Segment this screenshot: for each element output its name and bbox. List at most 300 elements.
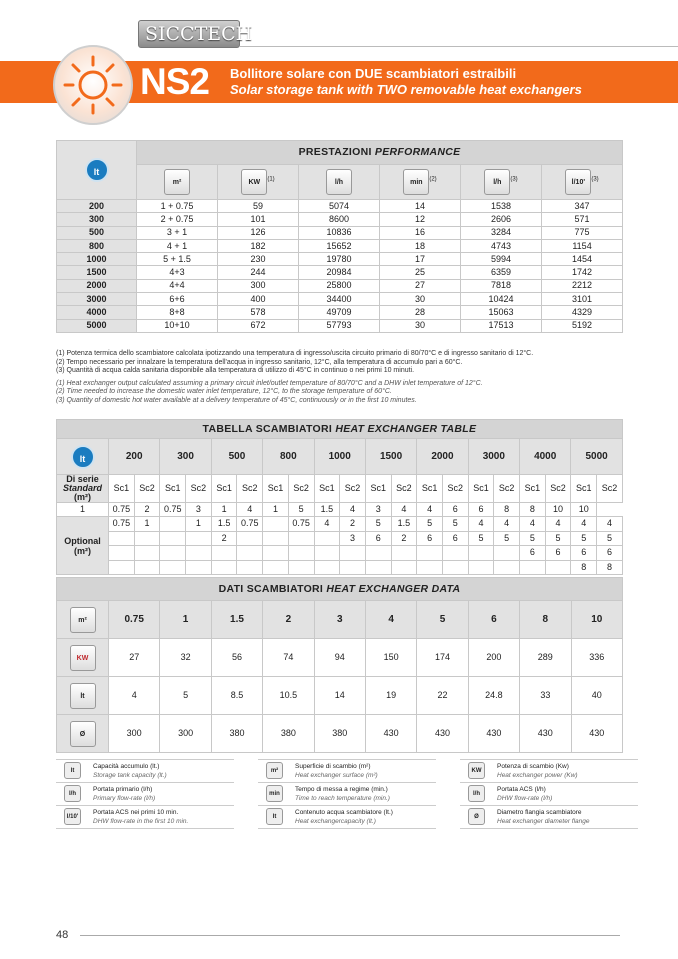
performance-col-header bbox=[137, 165, 218, 200]
row-icon-cell bbox=[57, 677, 109, 715]
value-cell: 57793 bbox=[299, 319, 380, 332]
capacity-header bbox=[57, 141, 137, 200]
optional-cell bbox=[365, 546, 391, 561]
legend-text-en: Heat exchanger surface (m²) bbox=[295, 772, 378, 779]
optional-cell bbox=[109, 546, 135, 561]
table-row bbox=[57, 226, 623, 239]
value-cell: 10 bbox=[571, 601, 623, 639]
legend-icon: lt bbox=[64, 762, 81, 779]
optional-cell bbox=[237, 531, 263, 546]
legend-divider bbox=[460, 759, 638, 760]
legend-text-it: Diametro flangia scambiatore bbox=[497, 809, 582, 816]
value-cell: 430 bbox=[468, 715, 519, 753]
capacity-cell: 800 bbox=[57, 239, 137, 252]
value-cell: 12 bbox=[380, 213, 461, 226]
legend-text-en: Heat exchangercapacity (lt.) bbox=[295, 818, 376, 825]
sc2-header: Sc2 bbox=[545, 475, 571, 503]
series-cell: 4 bbox=[237, 503, 263, 517]
legend-item bbox=[56, 760, 246, 782]
performance-col-header bbox=[218, 165, 299, 200]
value-cell: 16 bbox=[380, 226, 461, 239]
sc2-header: Sc2 bbox=[340, 475, 366, 503]
optional-cell: 2 bbox=[391, 531, 417, 546]
legend-icon: m² bbox=[266, 762, 283, 779]
title-italian: Bollitore solare con DUE scambiatori estraibili bbox=[230, 66, 517, 81]
series-cell: 8 bbox=[494, 503, 520, 517]
optional-cell: 6 bbox=[442, 531, 468, 546]
value-cell: 300 bbox=[218, 279, 299, 292]
value-cell: 33 bbox=[520, 677, 571, 715]
value-cell: 300 bbox=[160, 715, 211, 753]
value-cell: 17 bbox=[380, 253, 461, 266]
value-cell: 8.5 bbox=[211, 677, 262, 715]
row-icon-cell bbox=[57, 639, 109, 677]
performance-col-header bbox=[380, 165, 461, 200]
value-cell: 18 bbox=[380, 239, 461, 252]
optional-cell bbox=[442, 546, 468, 561]
optional-cell bbox=[186, 560, 212, 575]
legend-item bbox=[460, 806, 650, 828]
value-cell: 5 + 1.5 bbox=[137, 253, 218, 266]
optional-cell bbox=[314, 531, 340, 546]
row-icon-cell bbox=[57, 715, 109, 753]
table-row bbox=[57, 279, 623, 292]
sc2-header: Sc2 bbox=[442, 475, 468, 503]
value-cell: 30 bbox=[380, 319, 461, 332]
optional-cell: 1.5 bbox=[211, 517, 237, 532]
footnotes bbox=[56, 350, 626, 406]
value-cell: 174 bbox=[417, 639, 468, 677]
legend-text-it: Portata ACS nei primi 10 min. bbox=[93, 809, 179, 816]
capacity-column-header: 2000 bbox=[417, 439, 468, 475]
exchanger-data-title bbox=[57, 578, 623, 601]
legend-divider bbox=[460, 782, 638, 783]
value-cell: 775 bbox=[542, 226, 623, 239]
sc1-header: Sc1 bbox=[160, 475, 186, 503]
value-cell: 10836 bbox=[299, 226, 380, 239]
optional-cell bbox=[160, 517, 186, 532]
optional-unit: (m²) bbox=[74, 545, 91, 556]
optional-cell bbox=[263, 517, 289, 532]
legend-text-en: DHW flow-rate in the first 10 min. bbox=[93, 818, 189, 825]
value-cell: 14 bbox=[314, 677, 365, 715]
optional-cell: 0.75 bbox=[109, 517, 135, 532]
value-cell: 1.5 bbox=[211, 601, 262, 639]
value-cell: 672 bbox=[218, 319, 299, 332]
value-cell: 19780 bbox=[299, 253, 380, 266]
value-cell: 6 bbox=[468, 601, 519, 639]
legend-icon: l/10' bbox=[64, 808, 81, 825]
optional-cell bbox=[288, 546, 314, 561]
capacity-cell: 500 bbox=[57, 226, 137, 239]
legend-text-it: Contenuto acqua scambiatore (lt.) bbox=[295, 809, 393, 816]
sc2-header: Sc2 bbox=[288, 475, 314, 503]
value-cell: 430 bbox=[365, 715, 416, 753]
series-cell: 4 bbox=[417, 503, 443, 517]
capacity-cell: 1000 bbox=[57, 253, 137, 266]
value-cell: 2 + 0.75 bbox=[137, 213, 218, 226]
header-rule bbox=[240, 46, 678, 47]
legend-divider bbox=[56, 782, 234, 783]
performance-col-header bbox=[299, 165, 380, 200]
capacity-column-header: 1500 bbox=[365, 439, 416, 475]
exchanger-data-title-it: DATI SCAMBIATORI bbox=[218, 582, 324, 595]
sc2-header: Sc2 bbox=[186, 475, 212, 503]
optional-cell bbox=[545, 560, 571, 575]
table-row bbox=[57, 239, 623, 252]
performance-col-header bbox=[461, 165, 542, 200]
value-cell: 101 bbox=[218, 213, 299, 226]
value-cell: 6359 bbox=[461, 266, 542, 279]
value-cell: 74 bbox=[263, 639, 314, 677]
capacity-column-header: 200 bbox=[109, 439, 160, 475]
value-cell: 4+4 bbox=[137, 279, 218, 292]
optional-cell: 6 bbox=[597, 546, 623, 561]
capacity-cell: 300 bbox=[57, 213, 137, 226]
capacity-column-header: 800 bbox=[263, 439, 314, 475]
optional-cell: 1.5 bbox=[391, 517, 417, 532]
series-cell: 8 bbox=[520, 503, 546, 517]
series-cell: 1 bbox=[263, 503, 289, 517]
capacity-column-header: 5000 bbox=[571, 439, 622, 475]
legend-item bbox=[258, 760, 448, 782]
legend-item bbox=[258, 783, 448, 805]
legend-icon: min bbox=[266, 785, 283, 802]
optional-cell: 2 bbox=[211, 531, 237, 546]
value-cell: 19 bbox=[365, 677, 416, 715]
dhw-flow-icon: l/h bbox=[484, 169, 510, 195]
legend-text-en: Primary flow-rate (l/h) bbox=[93, 795, 156, 802]
capacity-column-header: 1000 bbox=[314, 439, 365, 475]
optional-cell bbox=[211, 560, 237, 575]
capacity-cell: 5000 bbox=[57, 319, 137, 332]
value-cell: 5 bbox=[417, 601, 468, 639]
legend-icon: Ø bbox=[468, 808, 485, 825]
table-row bbox=[57, 560, 623, 575]
optional-cell bbox=[109, 560, 135, 575]
optional-cell: 4 bbox=[571, 517, 597, 532]
capacity-header bbox=[57, 439, 109, 475]
series-cell: 6 bbox=[442, 503, 468, 517]
legend-text-it: Potenza di scambio (Kw) bbox=[497, 763, 569, 770]
optional-cell bbox=[211, 546, 237, 561]
sc1-header: Sc1 bbox=[417, 475, 443, 503]
series-label-it: Di serie bbox=[66, 474, 99, 484]
optional-cell bbox=[134, 560, 160, 575]
series-cell: 4 bbox=[340, 503, 366, 517]
model-name: NS2 bbox=[140, 61, 209, 102]
legend-item bbox=[258, 806, 448, 828]
value-cell: 25800 bbox=[299, 279, 380, 292]
title-english: Solar storage tank with TWO removable heat exchangers bbox=[230, 82, 582, 97]
sun-emblem-icon bbox=[53, 45, 133, 125]
value-cell: 289 bbox=[520, 639, 571, 677]
capacity-column-header: 3000 bbox=[468, 439, 519, 475]
legend-text-it: Capacità accumulo (lt.) bbox=[93, 763, 160, 770]
optional-cell: 6 bbox=[365, 531, 391, 546]
optional-cell bbox=[340, 546, 366, 561]
value-cell: 10+10 bbox=[137, 319, 218, 332]
optional-cell: 0.75 bbox=[288, 517, 314, 532]
optional-cell bbox=[391, 560, 417, 575]
table-row bbox=[57, 253, 623, 266]
legend-divider bbox=[460, 805, 638, 806]
value-cell: 17513 bbox=[461, 319, 542, 332]
sc2-header: Sc2 bbox=[597, 475, 623, 503]
legend-item bbox=[56, 806, 246, 828]
exchanger-table-title-en: HEAT EXCHANGER TABLE bbox=[335, 422, 477, 435]
value-cell: 300 bbox=[109, 715, 160, 753]
optional-cell bbox=[160, 531, 186, 546]
value-cell: 4743 bbox=[461, 239, 542, 252]
value-cell: 578 bbox=[218, 306, 299, 319]
value-cell: 40 bbox=[571, 677, 623, 715]
value-cell: 24.8 bbox=[468, 677, 519, 715]
optional-cell: 5 bbox=[365, 517, 391, 532]
series-cell: 1 bbox=[211, 503, 237, 517]
legend-icon: KW bbox=[468, 762, 485, 779]
legend-divider bbox=[258, 828, 436, 829]
series-cell: 10 bbox=[571, 503, 597, 517]
value-cell: 336 bbox=[571, 639, 623, 677]
value-cell: 380 bbox=[263, 715, 314, 753]
table-row bbox=[57, 293, 623, 306]
footer-rule bbox=[80, 935, 620, 936]
legend-text-en: Heat exchanger power (Kw) bbox=[497, 772, 578, 779]
optional-cell: 1 bbox=[186, 517, 212, 532]
table-row bbox=[57, 677, 623, 715]
capacity-cell: 2000 bbox=[57, 279, 137, 292]
exchanger-table-title-it: TABELLA SCAMBIATORI bbox=[202, 422, 333, 435]
footnote-en: (3) Quantity of domestic hot water available at a delivery temperature of 45°C, continuously or in the first 10 minutes. bbox=[56, 396, 417, 404]
value-cell: 56 bbox=[211, 639, 262, 677]
surface-icon: m² bbox=[164, 169, 190, 195]
value-cell: 0.75 bbox=[109, 601, 160, 639]
capacity-icon: lt bbox=[70, 683, 96, 709]
optional-cell bbox=[134, 531, 160, 546]
optional-cell: 8 bbox=[597, 560, 623, 575]
optional-cell: 6 bbox=[417, 531, 443, 546]
optional-cell: 4 bbox=[520, 517, 546, 532]
optional-cell: 5 bbox=[545, 531, 571, 546]
series-cell: 0.75 bbox=[109, 503, 135, 517]
flange-diameter-icon: Ø bbox=[70, 721, 96, 747]
value-cell: 200 bbox=[468, 639, 519, 677]
value-cell: 49709 bbox=[299, 306, 380, 319]
value-cell: 126 bbox=[218, 226, 299, 239]
optional-cell: 6 bbox=[520, 546, 546, 561]
value-cell: 380 bbox=[314, 715, 365, 753]
legend-text-en: Heat exchanger diameter flange bbox=[497, 818, 590, 825]
power-icon: KW bbox=[70, 645, 96, 671]
optional-cell bbox=[263, 546, 289, 561]
value-cell: 8600 bbox=[299, 213, 380, 226]
legend-text-en: Storage tank capacity (lt.) bbox=[93, 772, 167, 779]
series-cell: 3 bbox=[186, 503, 212, 517]
legend-item bbox=[56, 783, 246, 805]
dhw-10min-icon: l/10' bbox=[565, 169, 591, 195]
legend-text-it: Portata primario (l/h) bbox=[93, 786, 153, 793]
value-cell: 59 bbox=[218, 200, 299, 213]
sc2-header: Sc2 bbox=[391, 475, 417, 503]
value-cell: 5994 bbox=[461, 253, 542, 266]
capacity-icon: lt bbox=[85, 158, 109, 182]
optional-cell bbox=[263, 560, 289, 575]
optional-cell bbox=[237, 546, 263, 561]
power-icon: KW bbox=[241, 169, 267, 195]
capacity-icon: lt bbox=[71, 445, 95, 469]
value-cell: 25 bbox=[380, 266, 461, 279]
legend-text-it: Portata ACS (l/h) bbox=[497, 786, 546, 793]
value-cell: 2606 bbox=[461, 213, 542, 226]
value-cell: 1154 bbox=[542, 239, 623, 252]
optional-cell: 4 bbox=[545, 517, 571, 532]
value-cell: 6+6 bbox=[137, 293, 218, 306]
sc1-header: Sc1 bbox=[314, 475, 340, 503]
value-cell: 3101 bbox=[542, 293, 623, 306]
series-label bbox=[57, 475, 109, 503]
legend-item bbox=[460, 760, 650, 782]
table-row bbox=[57, 306, 623, 319]
footnote-marker: (3) bbox=[510, 176, 518, 183]
optional-cell bbox=[417, 560, 443, 575]
optional-cell bbox=[468, 546, 494, 561]
legend-text-it: Tempo di messa a regime (min.) bbox=[295, 786, 388, 793]
page-number: 48 bbox=[56, 929, 69, 941]
value-cell: 4 bbox=[365, 601, 416, 639]
time-icon: min bbox=[403, 169, 429, 195]
capacity-cell: 1500 bbox=[57, 266, 137, 279]
legend-icon: l/h bbox=[468, 785, 485, 802]
legend-icon: lt bbox=[266, 808, 283, 825]
footnote-marker: (2) bbox=[429, 176, 437, 183]
value-cell: 3 + 1 bbox=[137, 226, 218, 239]
series-cell: 5 bbox=[288, 503, 314, 517]
series-cell: 3 bbox=[365, 503, 391, 517]
optional-cell: 6 bbox=[571, 546, 597, 561]
value-cell: 430 bbox=[520, 715, 571, 753]
value-cell: 400 bbox=[218, 293, 299, 306]
performance-title bbox=[137, 141, 623, 165]
optional-cell bbox=[442, 560, 468, 575]
optional-cell bbox=[494, 560, 520, 575]
value-cell: 2212 bbox=[542, 279, 623, 292]
legend-text-en: Time to reach temperature (min.) bbox=[295, 795, 390, 802]
value-cell: 27 bbox=[380, 279, 461, 292]
value-cell: 15063 bbox=[461, 306, 542, 319]
legend-text-en: DHW flow-rate (l/h) bbox=[497, 795, 553, 802]
value-cell: 230 bbox=[218, 253, 299, 266]
optional-cell: 4 bbox=[314, 517, 340, 532]
value-cell: 4+3 bbox=[137, 266, 218, 279]
optional-cell bbox=[365, 560, 391, 575]
performance-table bbox=[56, 140, 623, 333]
exchanger-data-title-en: HEAT EXCHANGER DATA bbox=[326, 582, 461, 595]
value-cell: 1742 bbox=[542, 266, 623, 279]
value-cell: 182 bbox=[218, 239, 299, 252]
value-cell: 7818 bbox=[461, 279, 542, 292]
series-label-en: Standard bbox=[62, 483, 102, 493]
footnote-en: (1) Heat exchanger output calculated assuming a primary circuit inlet/outlet temperature of 80/70°C and a DHW inlet temperature of 12°C. bbox=[56, 379, 483, 387]
capacity-column-header: 300 bbox=[160, 439, 211, 475]
optional-cell: 8 bbox=[571, 560, 597, 575]
value-cell: 347 bbox=[542, 200, 623, 213]
capacity-cell: 4000 bbox=[57, 306, 137, 319]
exchanger-table-title bbox=[57, 420, 623, 439]
value-cell: 27 bbox=[109, 639, 160, 677]
legend-item bbox=[460, 783, 650, 805]
value-cell: 20984 bbox=[299, 266, 380, 279]
optional-cell bbox=[186, 546, 212, 561]
optional-cell bbox=[468, 560, 494, 575]
series-cell: 6 bbox=[468, 503, 494, 517]
optional-cell: 5 bbox=[597, 531, 623, 546]
optional-cell bbox=[340, 560, 366, 575]
value-cell: 22 bbox=[417, 677, 468, 715]
value-cell: 10424 bbox=[461, 293, 542, 306]
legend-divider bbox=[460, 828, 638, 829]
optional-cell bbox=[494, 546, 520, 561]
footnote-marker: (3) bbox=[591, 176, 599, 183]
capacity-cell: 200 bbox=[57, 200, 137, 213]
optional-cell: 5 bbox=[520, 531, 546, 546]
table-row bbox=[57, 503, 623, 517]
value-cell: 1538 bbox=[461, 200, 542, 213]
optional-cell bbox=[186, 531, 212, 546]
legend-divider bbox=[258, 805, 436, 806]
value-cell: 94 bbox=[314, 639, 365, 677]
series-cell: 2 bbox=[134, 503, 160, 517]
value-cell: 430 bbox=[571, 715, 623, 753]
optional-cell bbox=[109, 531, 135, 546]
brand-logo: SICCTECH bbox=[138, 20, 240, 48]
value-cell: 15652 bbox=[299, 239, 380, 252]
surface-icon: m² bbox=[70, 607, 96, 633]
optional-cell bbox=[391, 546, 417, 561]
optional-cell: 2 bbox=[340, 517, 366, 532]
optional-cell: 4 bbox=[494, 517, 520, 532]
sc2-header: Sc2 bbox=[134, 475, 160, 503]
optional-cell: 5 bbox=[571, 531, 597, 546]
optional-cell bbox=[314, 546, 340, 561]
table-row bbox=[57, 639, 623, 677]
optional-cell bbox=[288, 531, 314, 546]
table-row bbox=[57, 715, 623, 753]
capacity-column-header: 500 bbox=[211, 439, 262, 475]
performance-title-en: PERFORMANCE bbox=[374, 146, 461, 159]
sc1-header: Sc1 bbox=[468, 475, 494, 503]
optional-cell: 5 bbox=[417, 517, 443, 532]
primary-flow-icon: l/h bbox=[326, 169, 352, 195]
exchanger-table bbox=[56, 419, 623, 575]
value-cell: 1454 bbox=[542, 253, 623, 266]
value-cell: 3 bbox=[314, 601, 365, 639]
value-cell: 430 bbox=[417, 715, 468, 753]
series-unit: (m²) bbox=[74, 492, 91, 502]
legend-divider bbox=[56, 805, 234, 806]
value-cell: 28 bbox=[380, 306, 461, 319]
optional-cell: 3 bbox=[340, 531, 366, 546]
legend-divider bbox=[258, 782, 436, 783]
series-cell: 1.5 bbox=[314, 503, 340, 517]
optional-cell: 4 bbox=[468, 517, 494, 532]
table-row bbox=[57, 531, 623, 546]
performance-title-it: PRESTAZIONI bbox=[298, 146, 372, 159]
legend-divider bbox=[56, 759, 234, 760]
optional-cell bbox=[134, 546, 160, 561]
value-cell: 30 bbox=[380, 293, 461, 306]
footnote-en: (2) Time needed to increase the domestic water inlet temperature, 12°C, to the storage temperature of 60°C. bbox=[56, 388, 392, 396]
